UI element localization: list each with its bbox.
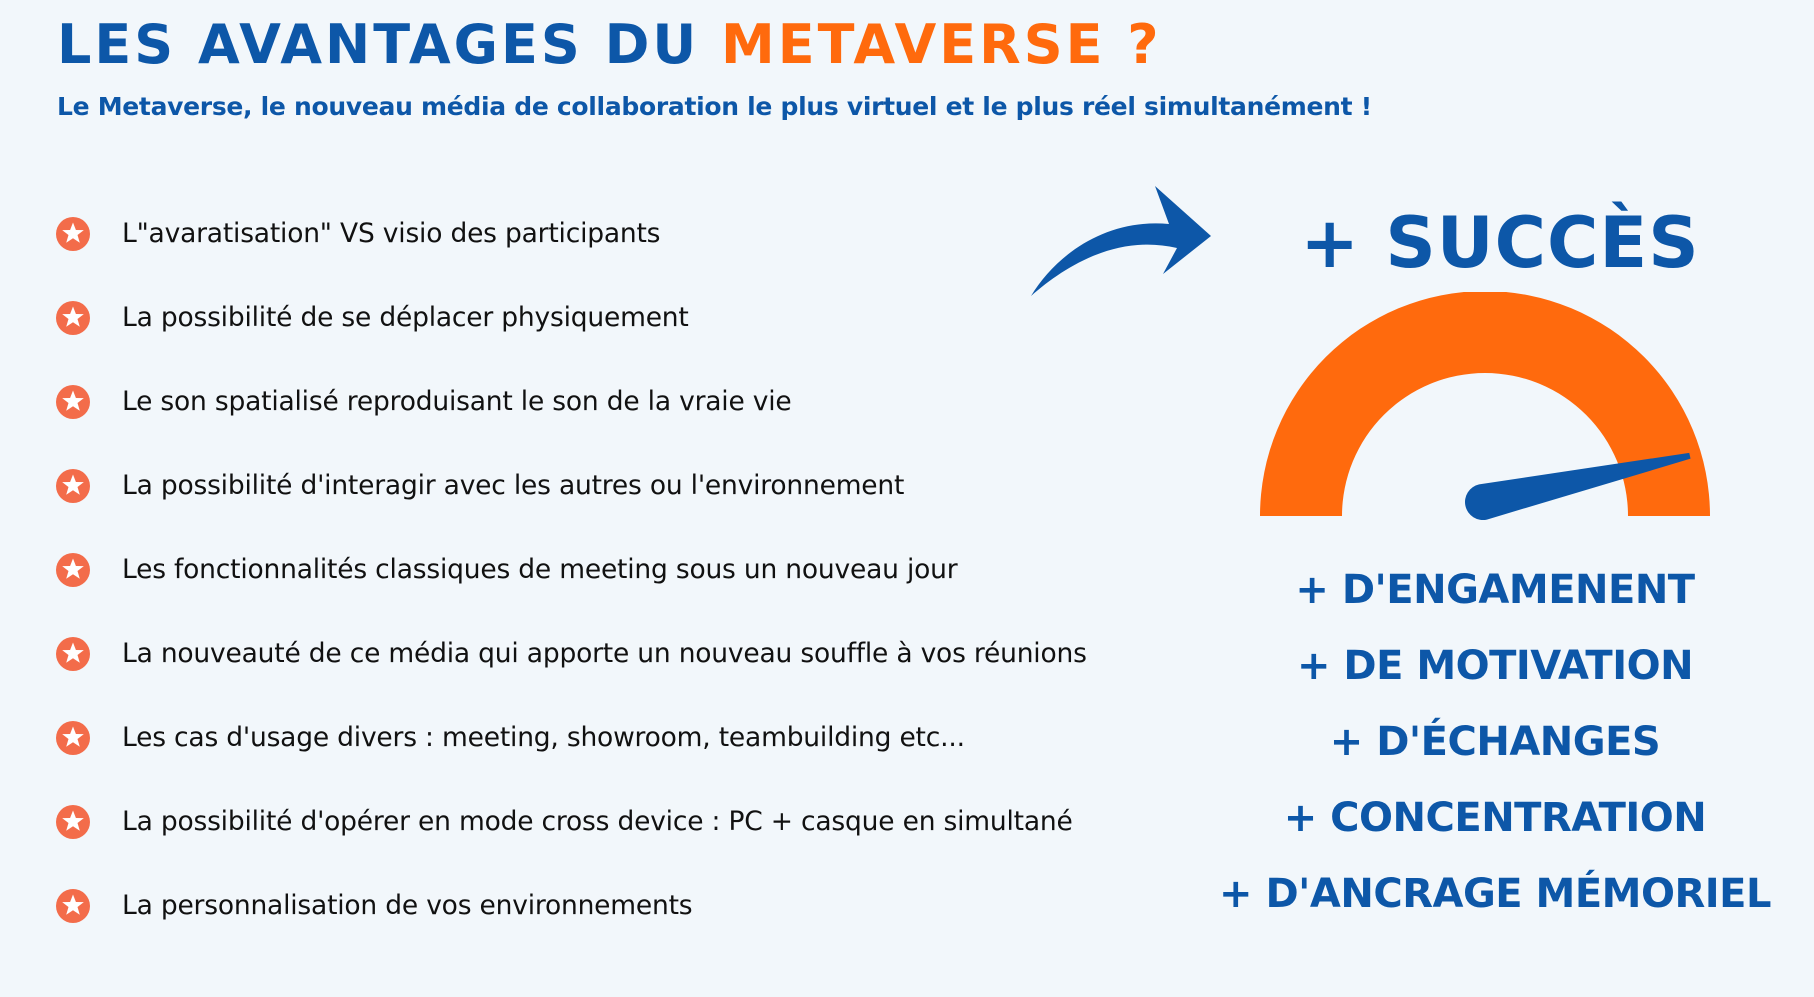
star-badge-icon (56, 721, 90, 755)
benefit-text: Le son spatialisé reproduisant le son de la vraie vie (122, 386, 792, 417)
star-badge-icon (56, 385, 90, 419)
benefit-text: Les fonctionnalités classiques de meeting sous un nouveau jour (122, 554, 958, 585)
benefit-text: L"avaratisation" VS visio des participants (122, 218, 661, 249)
outcome-item: + CONCENTRATION (1283, 795, 1707, 841)
benefit-text: La possibilité d'opérer en mode cross device : PC + casque en simultané (122, 806, 1073, 837)
outcome-item: + D'ANCRAGE MÉMORIEL (1219, 871, 1771, 917)
page-title (57, 10, 1162, 80)
success-label: + SUCCÈS (1300, 202, 1700, 284)
benefit-item (56, 543, 1087, 627)
gauge-arc (1260, 292, 1710, 516)
outcome-item: + DE MOTIVATION (1296, 643, 1694, 689)
benefit-item (56, 207, 1087, 291)
title-main: LES AVANTAGES DU (57, 13, 722, 76)
star-badge-icon (56, 889, 90, 923)
curved-arrow-icon (1025, 182, 1225, 302)
benefit-text: La possibilité de se déplacer physiquement (122, 302, 689, 333)
benefit-item (56, 291, 1087, 375)
outcomes-list (1190, 552, 1800, 932)
benefit-item (56, 459, 1087, 543)
star-badge-icon (56, 301, 90, 335)
outcome-item: + D'ENGAMENENT (1295, 567, 1695, 613)
benefit-item (56, 375, 1087, 459)
page-subtitle: Le Metaverse, le nouveau média de collaboration le plus virtuel et le plus réel simultanément ! (57, 92, 1372, 121)
benefit-item (56, 711, 1087, 795)
speedometer-gauge-icon (1260, 292, 1730, 524)
benefit-text: La nouveauté de ce média qui apporte un nouveau souffle à vos réunions (122, 638, 1087, 669)
benefit-item (56, 627, 1087, 711)
benefit-item (56, 795, 1087, 879)
star-badge-icon (56, 217, 90, 251)
star-badge-icon (56, 805, 90, 839)
benefit-text: La personnalisation de vos environnements (122, 890, 693, 921)
benefit-text: Les cas d'usage divers : meeting, showroom, teambuilding etc... (122, 722, 965, 753)
benefit-text: La possibilité d'interagir avec les autres ou l'environnement (122, 470, 905, 501)
star-badge-icon (56, 469, 90, 503)
star-badge-icon (56, 637, 90, 671)
title-accent: METAVERSE ? (721, 13, 1162, 76)
benefit-item (56, 879, 1087, 963)
star-badge-icon (56, 553, 90, 587)
outcome-item: + D'ÉCHANGES (1329, 719, 1661, 765)
benefits-list (56, 207, 1087, 963)
